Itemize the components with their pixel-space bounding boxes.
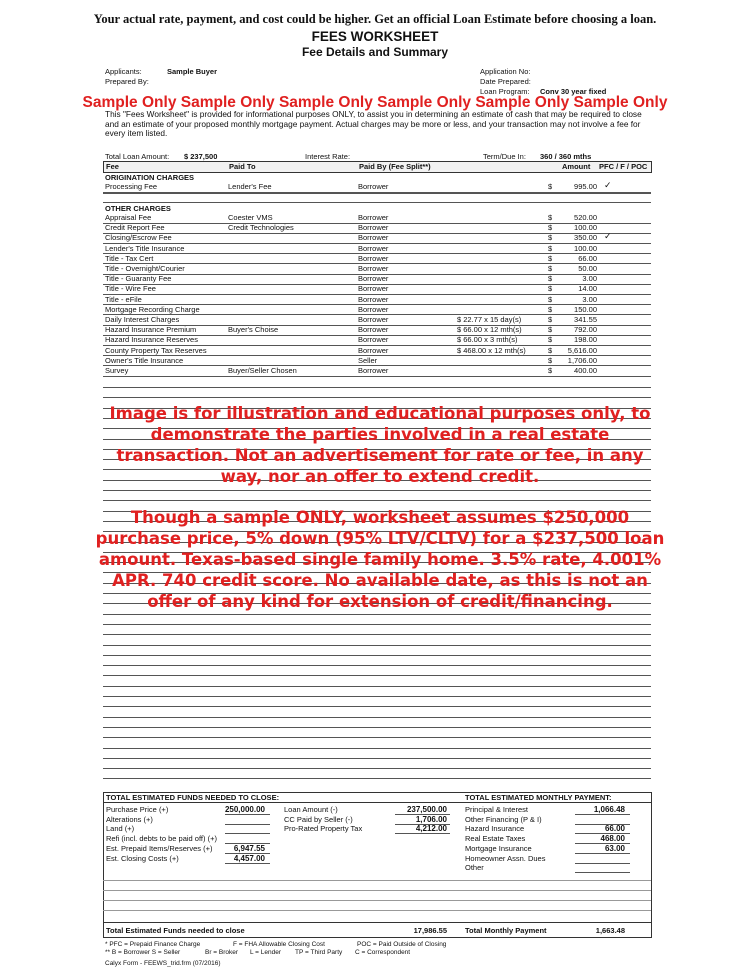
legend-borrower-seller: ** B = Borrower S = Seller xyxy=(105,949,181,956)
fee-amount: 100.00 xyxy=(574,243,597,253)
payment-label: Other Financing (P & I) xyxy=(465,814,542,824)
funds-left-label: Land (+) xyxy=(106,824,135,834)
rule-line xyxy=(103,490,651,491)
funds-mid-label: Pro-Rated Property Tax xyxy=(284,824,363,834)
paid-by: Borrower xyxy=(358,223,389,233)
total-loan-value: $ 237,500 xyxy=(184,152,218,161)
intro-paragraph: This "Fees Worksheet" is provided for informational purposes ONLY, to assist you in determining an estimate of cash that may be required to close and an estimate of your proposed monthly mortgage payment. Actual charges may be more or less, and your transaction may not involve a fee for every item listed. xyxy=(105,109,642,139)
legend-lender: L = Lender xyxy=(250,949,282,956)
payment-value: 468.00 xyxy=(600,834,625,844)
paid-by: Seller xyxy=(358,355,378,365)
fee-amount: 5,616.00 xyxy=(567,345,597,355)
currency-sign: $ xyxy=(548,284,553,294)
interest-rate-label: Interest Rate: xyxy=(305,152,351,161)
currency-sign: $ xyxy=(548,304,553,314)
fee-name: Credit Report Fee xyxy=(105,223,165,233)
fee-name: Title - Guaranty Fee xyxy=(105,274,172,284)
paid-by: Borrower xyxy=(358,274,389,284)
fee-amount: 1,706.00 xyxy=(567,355,597,365)
rule-line xyxy=(103,645,651,646)
paid-by: Borrower xyxy=(358,325,389,335)
paid-to: Buyer's Choise xyxy=(228,325,279,335)
legend-pfc: * PFC = Prepaid Finance Charge xyxy=(105,941,201,948)
rule-line xyxy=(103,768,651,769)
rule-line xyxy=(103,624,651,625)
rule-line xyxy=(103,397,651,398)
paid-to: Credit Technologies xyxy=(228,223,294,233)
funds-total-label: Total Estimated Funds needed to close xyxy=(106,926,245,935)
fee-split: $ 66.00 x 3 mth(s) xyxy=(457,335,518,345)
fee-name: Hazard Insurance Reserves xyxy=(105,335,198,345)
legend-correspondent: C = Correspondent xyxy=(355,949,411,956)
funds-total-value: 17,986.55 xyxy=(413,926,447,935)
term-label: Term/Due In: xyxy=(483,152,526,161)
sample-assumptions-notice: Though a sample ONLY, worksheet assumes $250,000 purchase price, 5% down (95% LTV/CLTV) for a $237,500 loan amount. Texas-based single family home. 3.5% rate, 4.001% APR. 740 credit score. No available date, as this is not an offer of any kind for extension of credit/financing. xyxy=(95,508,665,611)
fee-amount: 520.00 xyxy=(574,213,597,222)
page-title: FEES WORKSHEET xyxy=(311,29,439,44)
currency-sign: $ xyxy=(548,335,553,345)
loan-program-label: Loan Program: xyxy=(480,87,530,96)
applicants-label: Applicants: xyxy=(105,67,142,76)
currency-sign: $ xyxy=(548,233,553,243)
fee-amount: 150.00 xyxy=(574,304,597,314)
value-underline xyxy=(225,863,270,864)
legend-broker: Br = Broker xyxy=(205,949,239,956)
value-underline xyxy=(225,824,270,825)
currency-sign: $ xyxy=(548,264,553,273)
currency-sign: $ xyxy=(548,223,553,233)
fee-name: Hazard Insurance Premium xyxy=(105,325,197,335)
funds-mid-label: CC Paid by Seller (-) xyxy=(284,814,353,824)
funds-heading: TOTAL ESTIMATED FUNDS NEEDED TO CLOSE: xyxy=(106,793,280,802)
application-no-label: Application No: xyxy=(480,67,531,76)
term-value: 360 / 360 mths xyxy=(540,152,592,161)
paid-by: Borrower xyxy=(358,345,389,355)
payment-heading: TOTAL ESTIMATED MONTHLY PAYMENT: xyxy=(465,793,612,802)
funds-left-value: 4,457.00 xyxy=(233,853,265,863)
currency-sign: $ xyxy=(548,294,553,304)
fee-name: County Property Tax Reserves xyxy=(105,345,207,355)
fee-amount: 400.00 xyxy=(574,366,597,375)
rule-line xyxy=(103,890,651,891)
fee-split: $ 468.00 x 12 mth(s) xyxy=(457,345,526,355)
rule-line xyxy=(103,387,651,388)
fee-name: Closing/Escrow Fee xyxy=(105,233,172,243)
paid-by: Borrower xyxy=(358,213,389,222)
funds-left-label: Refi (incl. debts to be paid off) (+) xyxy=(106,834,217,844)
total-loan-label: Total Loan Amount: xyxy=(105,152,170,161)
rule-line xyxy=(103,706,651,707)
paid-by: Borrower xyxy=(358,182,389,191)
currency-sign: $ xyxy=(548,345,553,355)
paid-to: Lender's Fee xyxy=(228,182,272,191)
fee-amount: 995.00 xyxy=(574,182,597,191)
value-underline xyxy=(575,853,630,854)
paid-by: Borrower xyxy=(358,264,389,273)
fee-name: Title - Overnight/Courier xyxy=(105,264,185,273)
paid-by: Borrower xyxy=(358,304,389,314)
fee-name: Processing Fee xyxy=(105,182,158,191)
rule-line xyxy=(103,634,651,635)
currency-sign: $ xyxy=(548,274,553,284)
rule-line xyxy=(103,778,651,779)
fee-name: Mortgage Recording Charge xyxy=(105,304,200,314)
rule-line xyxy=(103,900,651,901)
currency-sign: $ xyxy=(548,355,553,365)
rule-line xyxy=(103,665,651,666)
fee-amount: 3.00 xyxy=(582,274,597,284)
funds-mid-value: 237,500.00 xyxy=(406,805,447,814)
payment-label: Other xyxy=(465,863,484,873)
other-section-title: OTHER CHARGES xyxy=(105,204,171,213)
fee-amount: 350.00 xyxy=(574,233,597,243)
rule-line xyxy=(103,686,651,687)
fee-name: Title - eFile xyxy=(105,294,142,304)
date-prepared-label: Date Prepared: xyxy=(480,77,531,86)
form-id: Calyx Form - FEEWS_trid.frm (07/2016) xyxy=(105,960,221,967)
fee-name: Survey xyxy=(105,366,129,375)
rule-line xyxy=(103,910,651,911)
funds-mid-value: 1,706.00 xyxy=(415,814,447,824)
legend-third-party: TP = Third Party xyxy=(295,949,343,956)
page-subtitle: Fee Details and Summary xyxy=(301,45,449,59)
fee-name: Owner's Title Insurance xyxy=(105,355,184,365)
fee-amount: 198.00 xyxy=(574,335,597,345)
value-underline xyxy=(575,872,630,873)
paid-by: Borrower xyxy=(358,243,389,253)
payment-label: Real Estate Taxes xyxy=(465,834,526,844)
currency-sign: $ xyxy=(548,182,553,191)
legend-fha: F = FHA Allowable Closing Cost xyxy=(233,941,325,948)
loan-estimate-disclaimer: Your actual rate, payment, and cost could be higher. Get an official Loan Estimate before choosing a loan. xyxy=(93,12,657,26)
fee-amount: 50.00 xyxy=(578,264,597,273)
payment-value: 1,066.48 xyxy=(593,805,625,814)
paid-by: Borrower xyxy=(358,315,389,324)
loan-program-value: Conv 30 year fixed xyxy=(540,87,607,96)
funds-left-label: Est. Prepaid Items/Reserves (+) xyxy=(106,843,213,853)
prepared-by-label: Prepared By: xyxy=(105,77,149,86)
rule-line xyxy=(103,727,651,728)
funds-left-label: Est. Closing Costs (+) xyxy=(106,853,179,863)
fee-name: Appraisal Fee xyxy=(105,213,152,222)
col-amount: Amount xyxy=(562,162,591,171)
paid-by: Borrower xyxy=(358,253,389,263)
fee-name: Daily Interest Charges xyxy=(105,315,180,324)
value-underline xyxy=(575,863,630,864)
fee-amount: 66.00 xyxy=(578,253,597,263)
col-paid-by: Paid By (Fee Split**) xyxy=(359,162,431,171)
rule-line xyxy=(103,655,651,656)
value-underline xyxy=(225,814,270,815)
paid-to: Buyer/Seller Chosen xyxy=(228,366,297,375)
currency-sign: $ xyxy=(548,325,553,335)
funds-mid-label: Loan Amount (-) xyxy=(284,805,338,814)
fee-split: $ 22.77 x 15 day(s) xyxy=(457,315,522,324)
rule-line xyxy=(103,376,651,377)
fee-amount: 3.00 xyxy=(582,294,597,304)
paid-by: Borrower xyxy=(358,233,389,243)
funds-left-label: Alterations (+) xyxy=(106,814,153,824)
rule-line xyxy=(103,696,651,697)
sample-only-watermark: Sample Only Sample Only Sample Only Sample Only Sample Only Sample Only xyxy=(82,94,668,111)
fee-split: $ 66.00 x 12 mth(s) xyxy=(457,325,522,335)
value-underline xyxy=(395,833,450,834)
pfc-check-icon: ✓ xyxy=(604,180,612,190)
rule-line xyxy=(103,202,651,203)
currency-sign: $ xyxy=(548,213,553,222)
fee-amount: 100.00 xyxy=(574,223,597,233)
currency-sign: $ xyxy=(548,366,553,375)
payment-total-label: Total Monthly Payment xyxy=(465,926,547,935)
payment-value: 66.00 xyxy=(604,824,625,834)
payment-label: Mortgage Insurance xyxy=(465,843,532,853)
currency-sign: $ xyxy=(548,253,553,263)
rule-line xyxy=(103,500,651,501)
rule-line xyxy=(103,614,651,615)
fee-name: Title - Tax Cert xyxy=(105,253,154,263)
currency-sign: $ xyxy=(548,243,553,253)
rule-line xyxy=(103,880,651,881)
payment-total-value: 1,663.48 xyxy=(595,926,625,935)
pfc-check-icon: ✓ xyxy=(604,231,612,242)
rule-line xyxy=(103,717,651,718)
funds-mid-value: 4,212.00 xyxy=(415,824,447,834)
funds-left-label: Purchase Price (+) xyxy=(106,805,169,814)
rule-line xyxy=(103,737,651,738)
illustration-notice: Image is for illustration and educational purposes only, to demonstrate the parties involved in a real estate transaction. Not an advertisement for rate or fee, in any way, nor an offer to extend credit. xyxy=(109,404,651,486)
value-underline xyxy=(575,814,630,815)
rule-line xyxy=(103,193,651,194)
paid-by: Borrower xyxy=(358,294,389,304)
col-fee: Fee xyxy=(106,162,119,171)
paid-by: Borrower xyxy=(358,335,389,345)
payment-label: Principal & Interest xyxy=(465,805,528,814)
rule-line xyxy=(103,675,651,676)
applicants-value: Sample Buyer xyxy=(167,67,218,76)
value-underline xyxy=(225,833,270,834)
payment-label: Homeowner Assn. Dues xyxy=(465,853,546,863)
funds-left-value: 6,947.55 xyxy=(233,843,265,853)
fee-amount: 792.00 xyxy=(574,325,597,335)
payment-value: 63.00 xyxy=(604,843,625,853)
fee-table-header xyxy=(103,161,652,173)
currency-sign: $ xyxy=(548,315,553,324)
payment-label: Hazard Insurance xyxy=(465,824,525,834)
rule-line xyxy=(103,748,651,749)
rule-line xyxy=(103,758,651,759)
paid-to: Coester VMS xyxy=(228,213,273,222)
col-pfc: PFC / F / POC xyxy=(599,162,648,171)
fee-name: Title - Wire Fee xyxy=(105,284,156,294)
fee-amount: 14.00 xyxy=(578,284,597,294)
col-paid-to: Paid To xyxy=(229,162,256,171)
origination-section-title: ORIGINATION CHARGES xyxy=(105,173,195,182)
paid-by: Borrower xyxy=(358,284,389,294)
paid-by: Borrower xyxy=(358,366,389,375)
fee-amount: 341.55 xyxy=(574,315,597,324)
fee-name: Lender's Title Insurance xyxy=(105,243,185,253)
legend-poc: POC = Paid Outside of Closing xyxy=(357,941,447,948)
funds-left-value: 250,000.00 xyxy=(224,805,265,814)
